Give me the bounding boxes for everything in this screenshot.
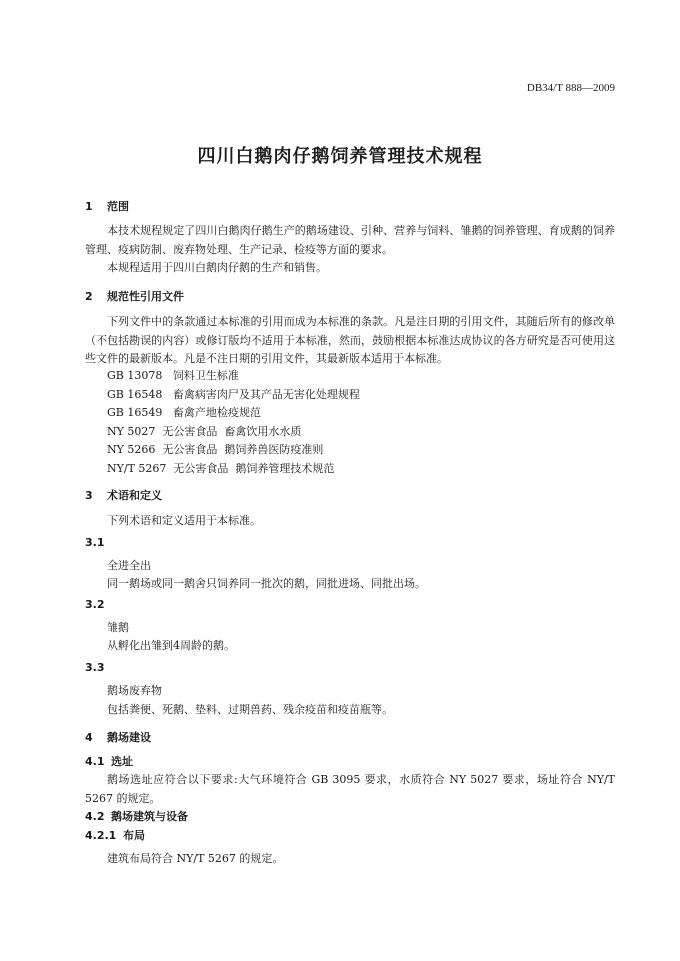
section-title: 范围	[107, 200, 129, 213]
reference-item: GB 13078 饲料卫生标准	[107, 369, 239, 382]
section-title: 鹅场建设	[107, 731, 151, 744]
section-4-heading	[85, 729, 151, 745]
section-number: 4	[85, 731, 93, 744]
document-title: 四川白鹅肉仔鹅饲养管理技术规程	[197, 146, 483, 167]
subsection-4-1-text: 鹅场选址应符合以下要求:大气环境符合 GB 3095 要求，水质符合 NY 5027 要求，场址符合 NY/T 5267 的规定。	[85, 773, 615, 805]
subsection-number: 4.1	[85, 755, 105, 768]
subsection-title: 选址	[111, 755, 133, 768]
clause-number: 3.3	[85, 661, 105, 674]
reference-item: GB 16549 畜禽产地检疫规范	[107, 406, 261, 419]
section-number: 3	[85, 489, 93, 502]
section-number: 1	[85, 200, 93, 213]
section-1-paragraph-2: 本规程适用于四川白鹅肉仔鹅的生产和销售。	[107, 261, 327, 274]
section-2-heading	[85, 288, 184, 304]
section-title: 术语和定义	[107, 489, 162, 502]
reference-item: NY/T 5267 无公害食品 鹅饲养管理技术规范	[107, 462, 335, 475]
section-title: 规范性引用文件	[107, 290, 184, 303]
term-name: 雏鹅	[107, 621, 129, 634]
subsection-number: 4.2.1	[85, 829, 117, 842]
term-name: 全进全出	[107, 559, 151, 572]
clause-number: 3.2	[85, 598, 105, 611]
term-definition: 同一鹅场或同一鹅舍只饲养同一批次的鹅，同批进场、同批出场。	[107, 577, 426, 590]
reference-item: NY 5027 无公害食品 畜禽饮用水水质	[107, 425, 302, 438]
clause-number: 3.1	[85, 536, 105, 549]
reference-item: NY 5266 无公害食品 鹅饲养兽医防疫准则	[107, 443, 324, 456]
subsection-title: 布局	[123, 829, 145, 842]
subsection-4-2-1-text: 建筑布局符合 NY/T 5267 的规定。	[107, 852, 284, 865]
term-name: 鹅场废弃物	[107, 684, 162, 697]
subsection-4-2-1-heading	[85, 827, 145, 843]
term-definition: 从孵化出雏到4周龄的鹅。	[107, 639, 235, 652]
standard-code: DB34/T 888—2009	[526, 82, 615, 94]
subsection-4-1-heading	[85, 753, 133, 769]
section-number: 2	[85, 290, 93, 303]
section-2-paragraph: 下列文件中的条款通过本标准的引用而成为本标准的条款。凡是注日期的引用文件，其随后所有的修改单（不包括勘误的内容）或修订版均不适用于本标准，然而，鼓励根据本标准达成协议的各方研究是否可使用这些文件的最新版本。凡是不注日期的引用文件，其最新版本适用于本标准。	[85, 315, 615, 365]
section-1-paragraph-1: 本技术规程规定了四川白鹅肉仔鹅生产的鹅场建设、引种、营养与饲料、雏鹅的饲养管理、育成鹅的饲养管理、疫病防制、废弃物处理、生产记录、检疫等方面的要求。	[85, 224, 615, 256]
section-3-heading	[85, 487, 162, 503]
reference-item: GB 16548 畜禽病害肉尸及其产品无害化处理规程	[107, 388, 360, 401]
subsection-number: 4.2	[85, 810, 105, 823]
term-definition: 包括粪便、死鹅、垫料、过期兽药、残余疫苗和疫苗瓶等。	[107, 703, 393, 716]
section-1-heading	[85, 198, 129, 214]
subsection-4-2-heading	[85, 808, 188, 824]
subsection-title: 鹅场建筑与设备	[111, 810, 188, 823]
section-3-intro: 下列术语和定义适用于本标准。	[107, 514, 261, 527]
